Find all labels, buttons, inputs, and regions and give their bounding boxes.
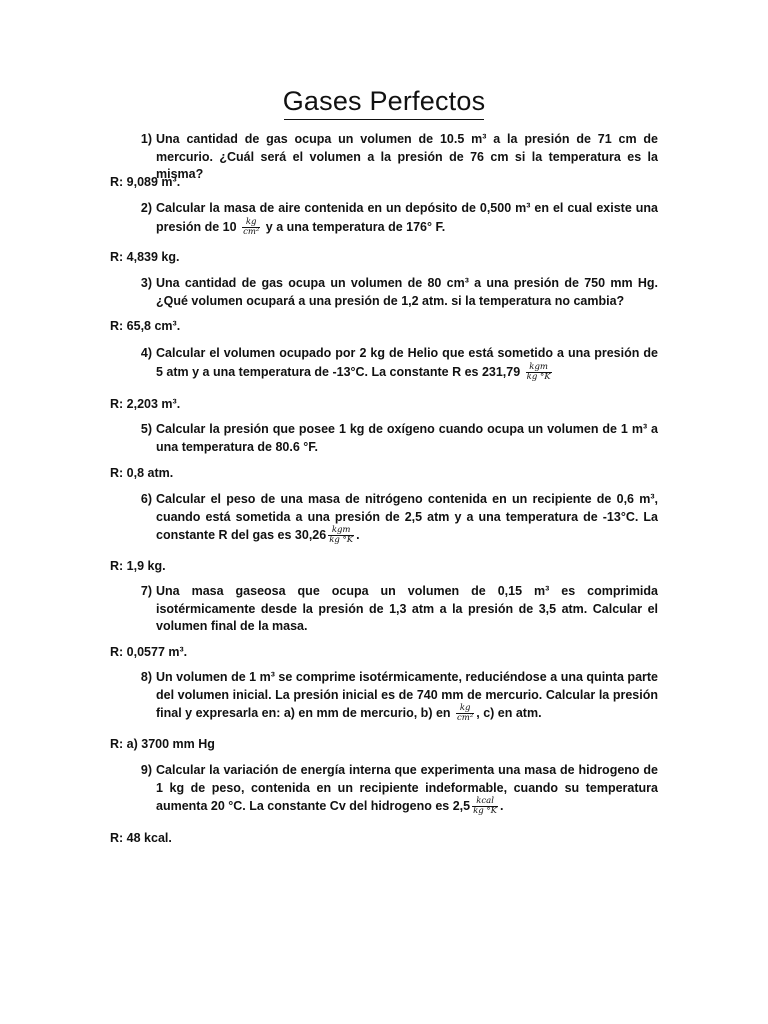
problem-text-part: Calcular el volumen ocupado por 2 kg de Helio que está sometido a una presión de 5 atm y a una temperatura de -13°C. La constante R es 231,79 (156, 346, 658, 379)
unit-fraction (472, 797, 498, 816)
problem-number: 4) (140, 346, 152, 360)
problem-text-part: . (356, 527, 360, 542)
fraction-numerator: kg (456, 704, 474, 714)
problem-text-part: Un volumen de 1 m³ se comprime isotérmicamente, reduciéndose a una quinta parte del volumen inicial. La presión inicial es de 740 mm de mercurio. Calcular la presión final y expresarla en: a) en mm de mercurio, b) en (156, 670, 658, 720)
fraction-numerator: kcal (472, 797, 498, 807)
unit-fraction (526, 363, 552, 382)
fraction-numerator: kgm (328, 526, 354, 536)
problem-text (156, 345, 658, 382)
problem-number: 9) (140, 763, 152, 777)
fraction-denominator: kg °K (473, 806, 498, 816)
problem-text-part: Calcular la masa de aire contenida en un depósito de 0,500 m³ en el cual existe una presión de 10 (156, 201, 658, 234)
answer-1: R: 9,089 m³. (110, 175, 181, 189)
answer-9: R: 48 kcal. (110, 831, 172, 845)
problem-number: 1) (140, 132, 152, 146)
answer-4: R: 2,203 m³. (110, 397, 181, 411)
problem-number: 3) (140, 276, 152, 290)
answer-6: R: 1,9 kg. (110, 559, 166, 573)
problem-text-part: Calcular la variación de energía interna que experimenta una masa de hidrogeno de 1 kg de peso, contenida en un recipiente indeformable, cuando su temperatura aumenta 20 °C. La constante Cv del hidrogeno es 2,5 (156, 763, 658, 813)
answer-8: R: a) 3700 mm Hg (110, 737, 215, 751)
unit-fraction (328, 526, 354, 545)
problem-text: Una masa gaseosa que ocupa un volumen de 0,15 m³ es comprimida isotérmicamente desde la presión de 1,3 atm a la presión de 3,5 atm. Calcular el volumen final de la masa. (156, 584, 658, 633)
problem-text-part: . (500, 798, 504, 813)
problem-text (156, 669, 658, 723)
problem-number: 2) (140, 201, 152, 215)
page-title: Gases Perfectos (0, 86, 768, 117)
problem-number: 8) (140, 670, 152, 684)
problem-number: 5) (140, 422, 152, 436)
problem-text-part: y a una temperatura de 176° F. (265, 219, 446, 234)
fraction-denominator: cm² (457, 713, 474, 723)
fraction-numerator: kg (242, 218, 260, 228)
fraction-denominator: kg °K (329, 535, 354, 545)
problem-text (156, 200, 658, 237)
fraction-numerator: kgm (526, 363, 552, 373)
answer-3: R: 65,8 cm³. (110, 319, 181, 333)
problem-text (156, 491, 658, 545)
problem-text-part: Calcular el peso de una masa de nitrógeno contenida en un recipiente de 0,6 m³, cuando está sometida a una presión de 2,5 atm y a una temperatura de -13°C. La constante R del gas es 30,26 (156, 492, 658, 542)
fraction-denominator: kg °K (526, 371, 551, 382)
problem-text (156, 762, 658, 816)
problem-text: Una cantidad de gas ocupa un volumen de 80 cm³ a una presión de 750 mm Hg. ¿Qué volumen ocupará a una presión de 1,2 atm. si la temperatura no cambia? (156, 276, 658, 308)
fraction-denominator: cm² (243, 226, 260, 237)
answer-5: R: 0,8 atm. (110, 466, 174, 480)
problem-number: 7) (140, 584, 152, 598)
unit-fraction (242, 218, 260, 237)
problem-number: 6) (140, 492, 152, 506)
problem-text-part: , c) en atm. (476, 705, 542, 720)
unit-fraction (456, 704, 474, 723)
problem-text: Calcular la presión que posee 1 kg de oxígeno cuando ocupa un volumen de 1 m³ a una temperatura de 80.6 °F. (156, 422, 658, 454)
answer-7: R: 0,0577 m³. (110, 645, 188, 659)
problem-text: Una cantidad de gas ocupa un volumen de 10.5 m³ a la presión de 71 cm de mercurio. ¿Cuál será el volumen a la presión de 76 cm si la temperatura es la misma? (156, 132, 658, 181)
answer-2: R: 4,839 kg. (110, 250, 180, 264)
